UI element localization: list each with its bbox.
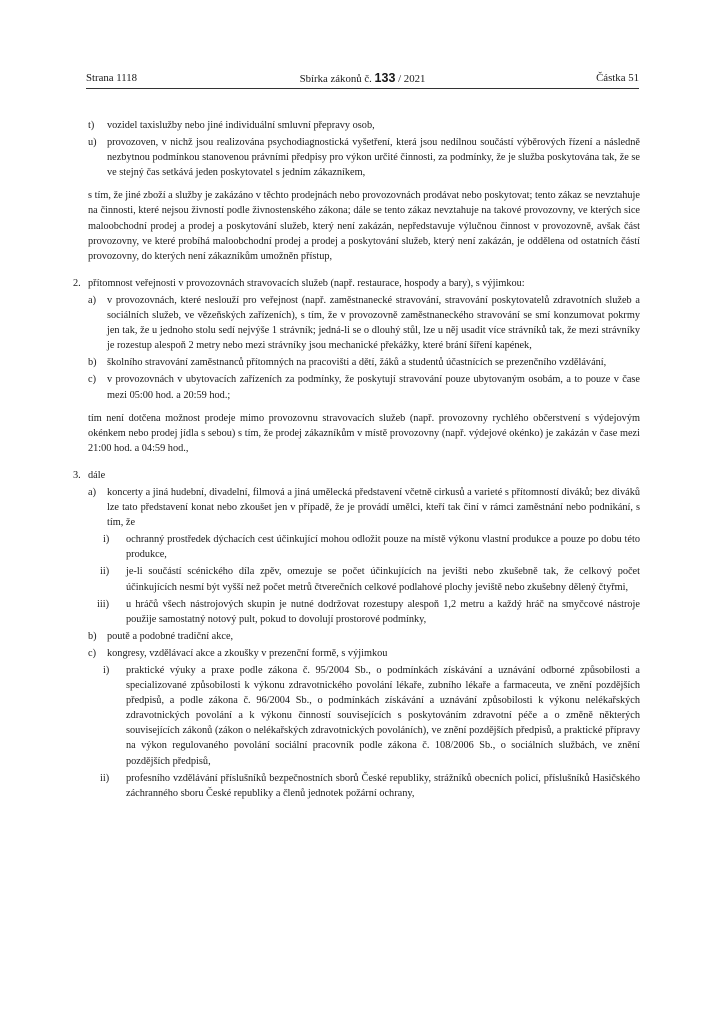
- header-divider: [86, 88, 639, 89]
- list-item-3a-i: [88, 532, 640, 562]
- list-item-t: [88, 118, 640, 133]
- list-item-3a-ii: [88, 564, 640, 594]
- item-text: v provozovnách, které neslouží pro veřejnost (např. zaměstnanecké stravování, stravování poskytovatelů zdravotních služeb a sociálních služeb, ve vězeňských zařízeních), s tím, že v provozovně zaměstnaneckého stravování se smí konzumovat pokrmy jen tak, že u jednoho stolu sedí nejvýše 1 strávník; jedná-li se o dlouhý stůl, lze u něj usadit více strávníků tak, že mezi strávníky je rozestup alespoň 2 metry nebo mezi strávníky jsou mechanické překážky, které brání šíření kapének,: [107, 294, 640, 352]
- section-text: dále: [88, 469, 106, 481]
- page-number-label: Strana 1118: [86, 72, 138, 84]
- item-label: iii): [97, 598, 110, 610]
- item-label: u): [88, 137, 97, 149]
- item-text: u hráčů všech nástrojových skupin je nutné dodržovat rozestupy alespoň 1,2 metru a každý hráč na smyčcové nástroje použije samostatný notový pult, pokud to dovolují prostorové podmínky,: [126, 598, 640, 625]
- item-text: praktické výuky a praxe podle zákona č. 95/2004 Sb., o podmínkách získávání a uznávání odborné způsobilosti a specializované způsobilosti k výkonu zdravotnického povolání lékaře, zubního lékaře a farmaceuta, ve znění pozdějších předpisů, a podle zákona č. 96/2004 Sb., o podmínkách získávání a uznávání způsobilosti k výkonu nelékařských zdravotnických povolání a k výkonu činností souvisejících s poskytováním zdravotní péče a o změně některých souvisejících zákonů (zákon o nelékařských zdravotnických povoláních), ve znění pozdějších předpisů, a praktické přípravy na výkon regulovaného povolání sociální pracovník podle zákona č. 108/2006 Sb., o sociálních službách, ve znění pozdějších předpisů,: [126, 665, 640, 767]
- list-item-3a-iii: [88, 597, 640, 627]
- section-3: [73, 468, 640, 483]
- item-label: ii): [100, 772, 110, 784]
- item-label: ii): [100, 566, 110, 578]
- item-text: provozoven, v nichž jsou realizována psychodiagnostická vyšetření, která jsou nedílnou součástí výběrových řízení a následně nezbytnou podmínkou stanovenou právními předpisy pro výkon určité činnosti, za podmínky, že je služba poskytována tak, že se ve stejný čas setkává jeden poskytovatel s jedním zákazníkem,: [107, 137, 640, 179]
- item-label: b): [88, 630, 97, 642]
- item-text: poutě a podobné tradiční akce,: [107, 630, 234, 642]
- list-item-3b: [88, 629, 640, 644]
- collection-title-text: Sbírka zákonů č.: [299, 73, 372, 85]
- collection-title: [86, 70, 639, 87]
- collection-number: 133: [374, 71, 396, 85]
- item-text: v provozovnách v ubytovacích zařízeních za podmínky, že poskytují stravování pouze ubytovaným osobám, a to pouze v čase mezi 05:00 hod. a 20:59 hod.;: [107, 374, 640, 401]
- collection-year: / 2021: [395, 73, 426, 85]
- item-text: koncerty a jiná hudební, divadelní, filmová a jiná umělecká představení včetně cirkusů a varieté s přítomností diváků; bez diváků lze tato představení konat nebo zkoušet jen v případě, že je provádí umělci, kteří tak činí v rámci zaměstnání nebo podnikání, s tím, že: [107, 486, 640, 529]
- item-label: i): [103, 665, 110, 676]
- section-number: 3.: [73, 469, 81, 481]
- item-text: ochranný prostředek dýchacích cest účinkující mohou odložit pouze na místě výkonu vlastní produkce a pouze po dobu této produkce,: [126, 534, 640, 561]
- section-number: 2.: [73, 277, 81, 289]
- item-text: je-li součástí scénického díla zpěv, omezuje se počet účinkujících na jevišti nebo zkušebně tak, že celkový počet účinkujících nesmí být vyšší než počet metrů čtverečních celkové podlahové plochy jeviště nebo zkušebny dělený čtyřmi,: [126, 566, 640, 593]
- part-label: Částka 51: [596, 72, 639, 84]
- list-item-3c: [88, 646, 640, 661]
- document-body: [73, 118, 640, 803]
- page-header: [86, 70, 639, 86]
- section-2: [73, 276, 640, 291]
- item-text: profesního vzdělávání příslušníků bezpečnostních sborů České republiky, strážníků obecních policí, příslušníků Hasičského záchranného sboru České republiky a členů jednotek požární ochrany,: [126, 772, 640, 799]
- list-item-3a: [88, 485, 640, 530]
- item-text: školního stravování zaměstnanců přítomných na pracovišti a dětí, žáků a studentů účastnících se prezenčního vzdělávání,: [107, 357, 607, 369]
- paragraph-1-tail: s tím, že jiné zboží a služby je zakázáno v těchto prodejnách nebo provozovnách prodávat nebo poskytovat; tento zákaz se nevztahuje na činnosti, které nejsou živností podle živnostenského zákona; dále se tento zákaz nevztahuje na takové provozovny, ve kterých sice maloobchodní prodej a prodej a poskytování služeb, který není zakázán, nepředstavuje výlučnou činnost v provozovně, avšak část provozovny, ve které probíhá maloobchodní prodej a prodej a poskytování služeb, který není zakázán, je oddělena od ostatních částí provozovny, do kterých není zákazníkům umožněn přístup,: [88, 190, 640, 262]
- item-text: vozidel taxislužby nebo jiné individuální smluvní přepravy osob,: [107, 120, 375, 131]
- item-label: b): [88, 357, 97, 369]
- item-text: kongresy, vzdělávací akce a zkoušky v prezenční formě, s výjimkou: [107, 647, 388, 659]
- item-label: t): [88, 120, 95, 131]
- list-item-3c-ii: [88, 771, 640, 801]
- list-item-2a: [88, 293, 640, 353]
- section-text: přítomnost veřejnosti v provozovnách stravovacích služeb (např. restaurace, hospody a bary), s výjimkou:: [88, 277, 525, 289]
- item-label: a): [88, 486, 96, 498]
- list-item-2b: [88, 355, 640, 370]
- section-2-tail: tím není dotčena možnost prodeje mimo provozovnu stravovacích služeb (např. provozovny rychlého občerstvení s výdejovým okénkem nebo prodej jídla s sebou) s tím, že prodej zákazníkům v místě provozovny (např. výdejové okénko) je zakázán v čase mezi 21:00 hod. a 04:59 hod.,: [88, 412, 640, 454]
- item-label: a): [88, 294, 96, 306]
- list-item-2c: [88, 372, 640, 402]
- item-label: c): [88, 374, 96, 386]
- list-item-3c-i: [88, 663, 640, 769]
- list-item-u: [88, 135, 640, 180]
- item-label: c): [88, 647, 96, 659]
- item-label: i): [103, 534, 110, 546]
